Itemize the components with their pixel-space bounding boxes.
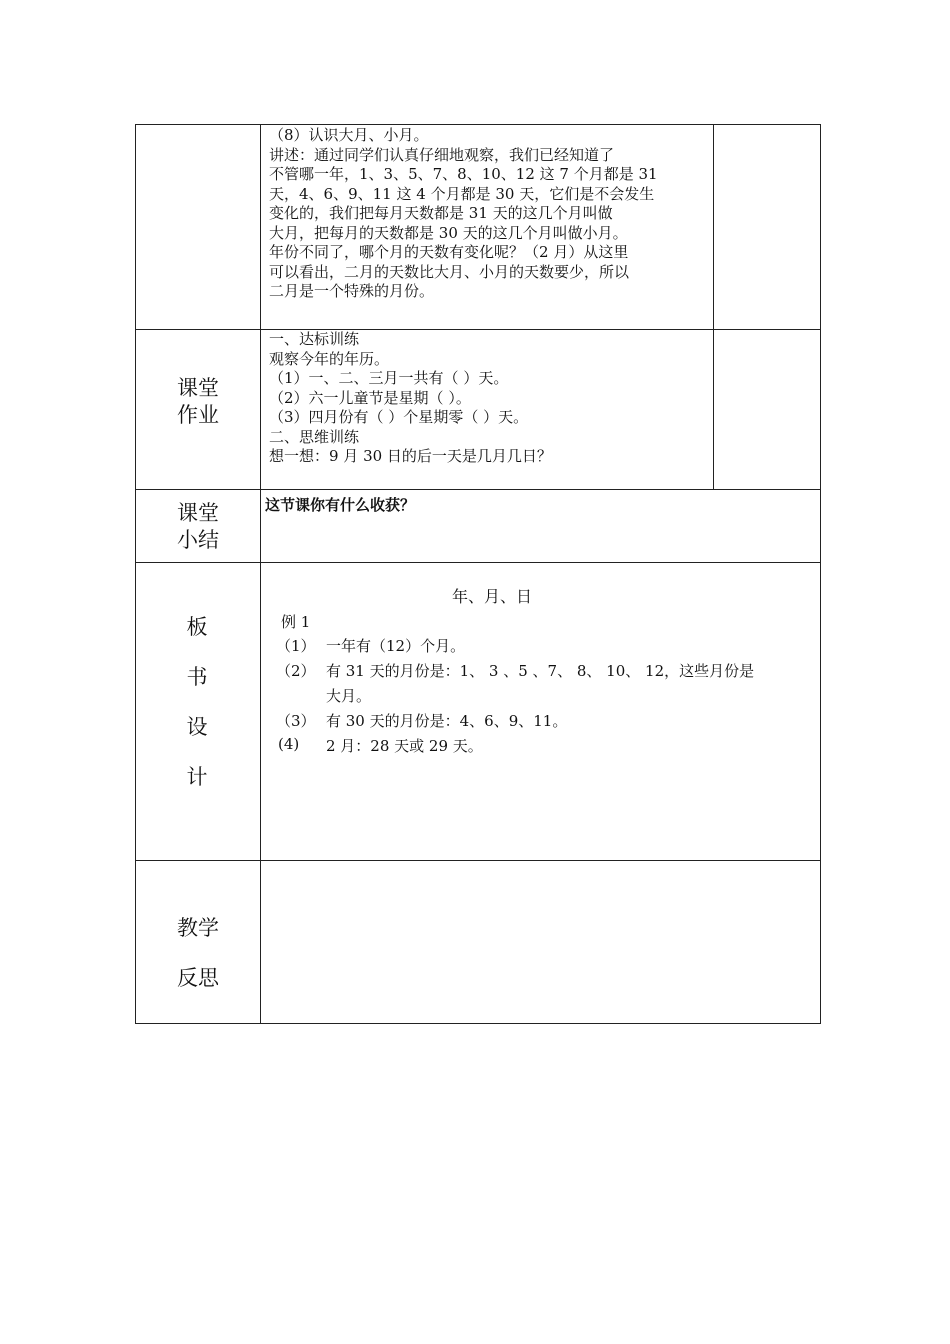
- board-item-text: 一年有（12）个月。: [326, 637, 466, 655]
- content-line: 可以看出，二月的天数比大月、小月的天数要少，所以: [269, 262, 630, 281]
- label-line: 课堂: [177, 501, 219, 525]
- content-line: 大月，把每月的天数都是 30 天的这几个月叫做小月。: [269, 223, 628, 242]
- board-item-number: (4): [278, 735, 300, 753]
- lesson-content-cell: [269, 126, 713, 326]
- summary-question: 这节课你有什么收获？: [265, 496, 416, 514]
- content-line: （2）六一儿童节是星期（ ）。: [269, 388, 471, 407]
- label-line: 课堂: [177, 376, 219, 400]
- content-line: 一、达标训练: [269, 330, 360, 348]
- board-item-number: （1）: [276, 637, 316, 655]
- homework-content-cell: [269, 330, 713, 488]
- row-divider: [136, 489, 820, 490]
- content-line: （8）认识大月、小月。: [269, 126, 429, 144]
- label-line: 反思: [177, 966, 219, 990]
- column-divider: [713, 125, 714, 489]
- label-char: 计: [186, 765, 208, 789]
- homework-label: [136, 375, 260, 429]
- row-divider: [136, 562, 820, 563]
- board-item-text: 有 30 天的月份是：4、6、9、11。: [326, 712, 568, 730]
- content-line: 不管哪一年，1、3、5、7、8、10、12 这 7 个月都是 31: [269, 165, 658, 183]
- summary-label: [136, 500, 260, 554]
- board-item-text: 有 31 天的月份是：1、 3 、5 、7、 8、 10、 12，这些月份是: [326, 662, 755, 680]
- label-line: 作业: [177, 403, 219, 427]
- content-line: （1）一、二、三月一共有（ ）天。: [269, 369, 509, 387]
- content-line: 二月是一个特殊的月份。: [269, 282, 435, 300]
- content-line: （3）四月份有（ ）个星期零（ ）天。: [269, 408, 529, 426]
- board-item-text: 大月。: [326, 687, 372, 705]
- label-char: 书: [186, 665, 208, 689]
- board-title: 年、月、日: [452, 587, 533, 606]
- content-line: 年份不同了，哪个月的天数有变化呢？（2 月）从这里: [269, 243, 629, 261]
- content-line: 讲述：通过同学们认真仔细地观察，我们已经知道了: [269, 145, 615, 164]
- board-item-number: （2）: [276, 662, 316, 680]
- board-example: 例 1: [281, 613, 311, 631]
- board-item-number: （3）: [276, 712, 316, 730]
- label-char: 板: [186, 615, 208, 639]
- reflection-label: [136, 903, 260, 1003]
- board-item-text: 2 月：28 天或 29 天。: [326, 737, 483, 755]
- label-line: 小结: [177, 528, 219, 552]
- content-line: 想一想：9 月 30 日的后一天是几月几日？: [269, 447, 552, 465]
- content-line: 二、思维训练: [269, 427, 360, 446]
- label-line: 教学: [177, 916, 219, 940]
- content-line: 变化的，我们把每月天数都是 31 天的这几个月叫做: [269, 204, 613, 222]
- lesson-plan-table: [135, 124, 821, 1024]
- label-char: 设: [186, 715, 208, 739]
- content-line: 观察今年的年历。: [269, 349, 390, 368]
- reflection-content-cell[interactable]: [261, 861, 820, 1023]
- content-line: 天，4、6、9、11 这 4 个月都是 30 天，它们是不会发生: [269, 184, 655, 203]
